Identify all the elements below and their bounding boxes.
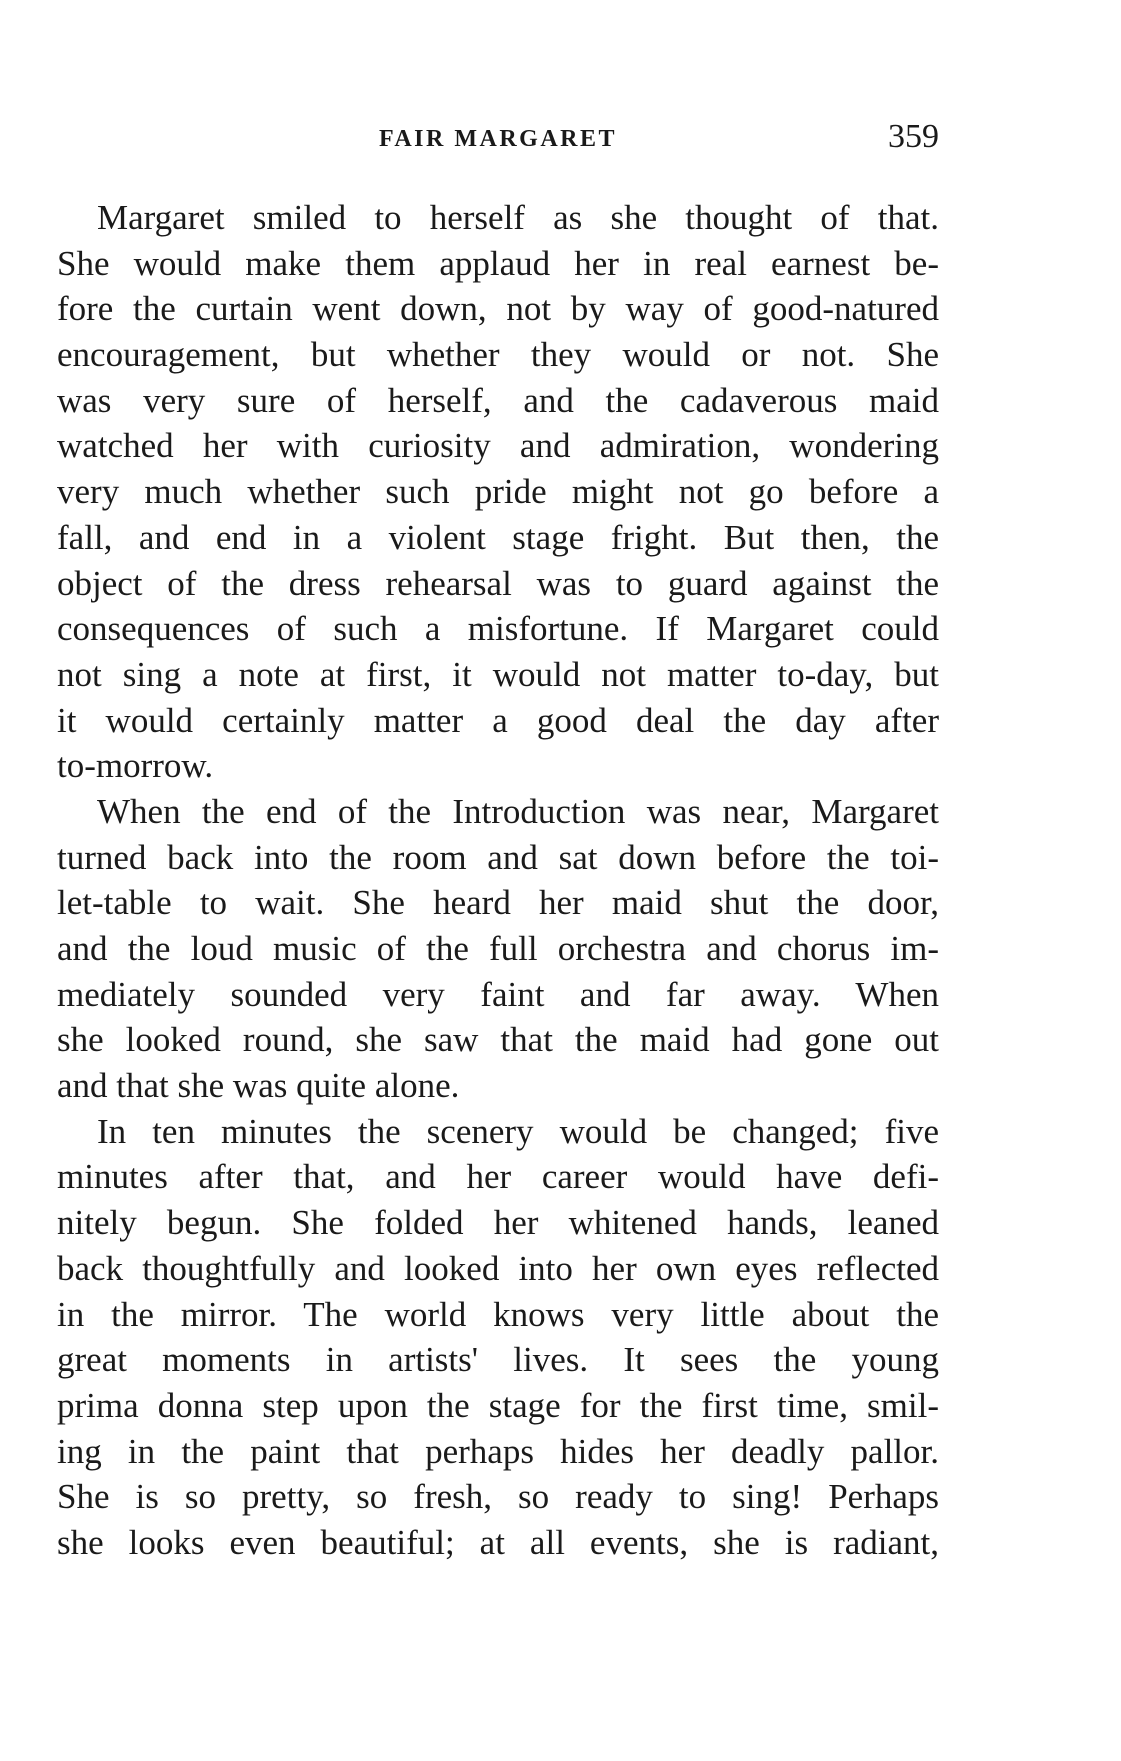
text-line: and the loud music of the full orchestra and chorus im- xyxy=(57,929,939,968)
text-line: fore the curtain went down, not by way of good-natured xyxy=(57,289,939,329)
text-line: fall, and end in a violent stage fright. But then, the xyxy=(57,517,939,557)
text-line: minutes after that, and her career would have defi- xyxy=(57,1157,939,1197)
text-line: and that she was quite alone. xyxy=(57,1066,460,1106)
running-title: FAIR MARGARET xyxy=(378,126,618,152)
text-line: consequences of such a misfortune. If Margaret could xyxy=(57,609,939,649)
text-line: watched her with curiosity and admiration, wondering xyxy=(57,426,939,466)
text-line: ing in the paint that perhaps hides her deadly pallor. xyxy=(57,1431,939,1471)
text-line: it would certainly matter a good deal the day after xyxy=(57,700,939,740)
text-line: turned back into the room and sat down before the toi- xyxy=(57,837,939,877)
text-line: not sing a note at first, it would not matter to-day, but xyxy=(57,654,939,694)
text-line: she looked round, she saw that the maid had gone out xyxy=(57,1020,939,1060)
text-line: mediately sounded very faint and far away. When xyxy=(57,974,939,1014)
page-number: 359 xyxy=(888,118,939,155)
text-line: back thoughtfully and looked into her own eyes reflected xyxy=(57,1248,939,1288)
text-line: let-table to wait. She heard her maid shut the door, xyxy=(57,883,939,923)
text-line: In ten minutes the scenery would be changed; five xyxy=(97,1111,939,1151)
text-line: very much whether such pride might not go before a xyxy=(57,472,939,512)
body-text xyxy=(57,195,939,1566)
text-line: was very sure of herself, and the cadaverous maid xyxy=(57,380,939,420)
text-line: nitely begun. She folded her whitened hands, leaned xyxy=(57,1203,939,1243)
text-line: she looks even beautiful; at all events, she is radiant, xyxy=(57,1522,939,1562)
paragraph xyxy=(57,1109,939,1566)
paragraph xyxy=(57,789,939,1109)
running-head xyxy=(57,118,939,158)
text-line: encouragement, but whether they would or not. She xyxy=(57,335,939,375)
text-line: to-morrow. xyxy=(57,746,214,786)
text-line: She would make them applaud her in real earnest be- xyxy=(57,243,939,283)
text-line: Margaret smiled to herself as she thought of that. xyxy=(97,198,939,237)
paragraph xyxy=(57,195,939,789)
text-line: When the end of the Introduction was near, Margaret xyxy=(97,791,939,831)
text-line: prima donna step upon the stage for the first time, smil- xyxy=(57,1385,939,1425)
text-line: object of the dress rehearsal was to guard against the xyxy=(57,563,939,603)
text-line: She is so pretty, so fresh, so ready to sing! Perhaps xyxy=(57,1477,939,1517)
text-line: in the mirror. The world knows very little about the xyxy=(57,1294,939,1334)
text-line: great moments in artists' lives. It sees the young xyxy=(57,1340,939,1380)
